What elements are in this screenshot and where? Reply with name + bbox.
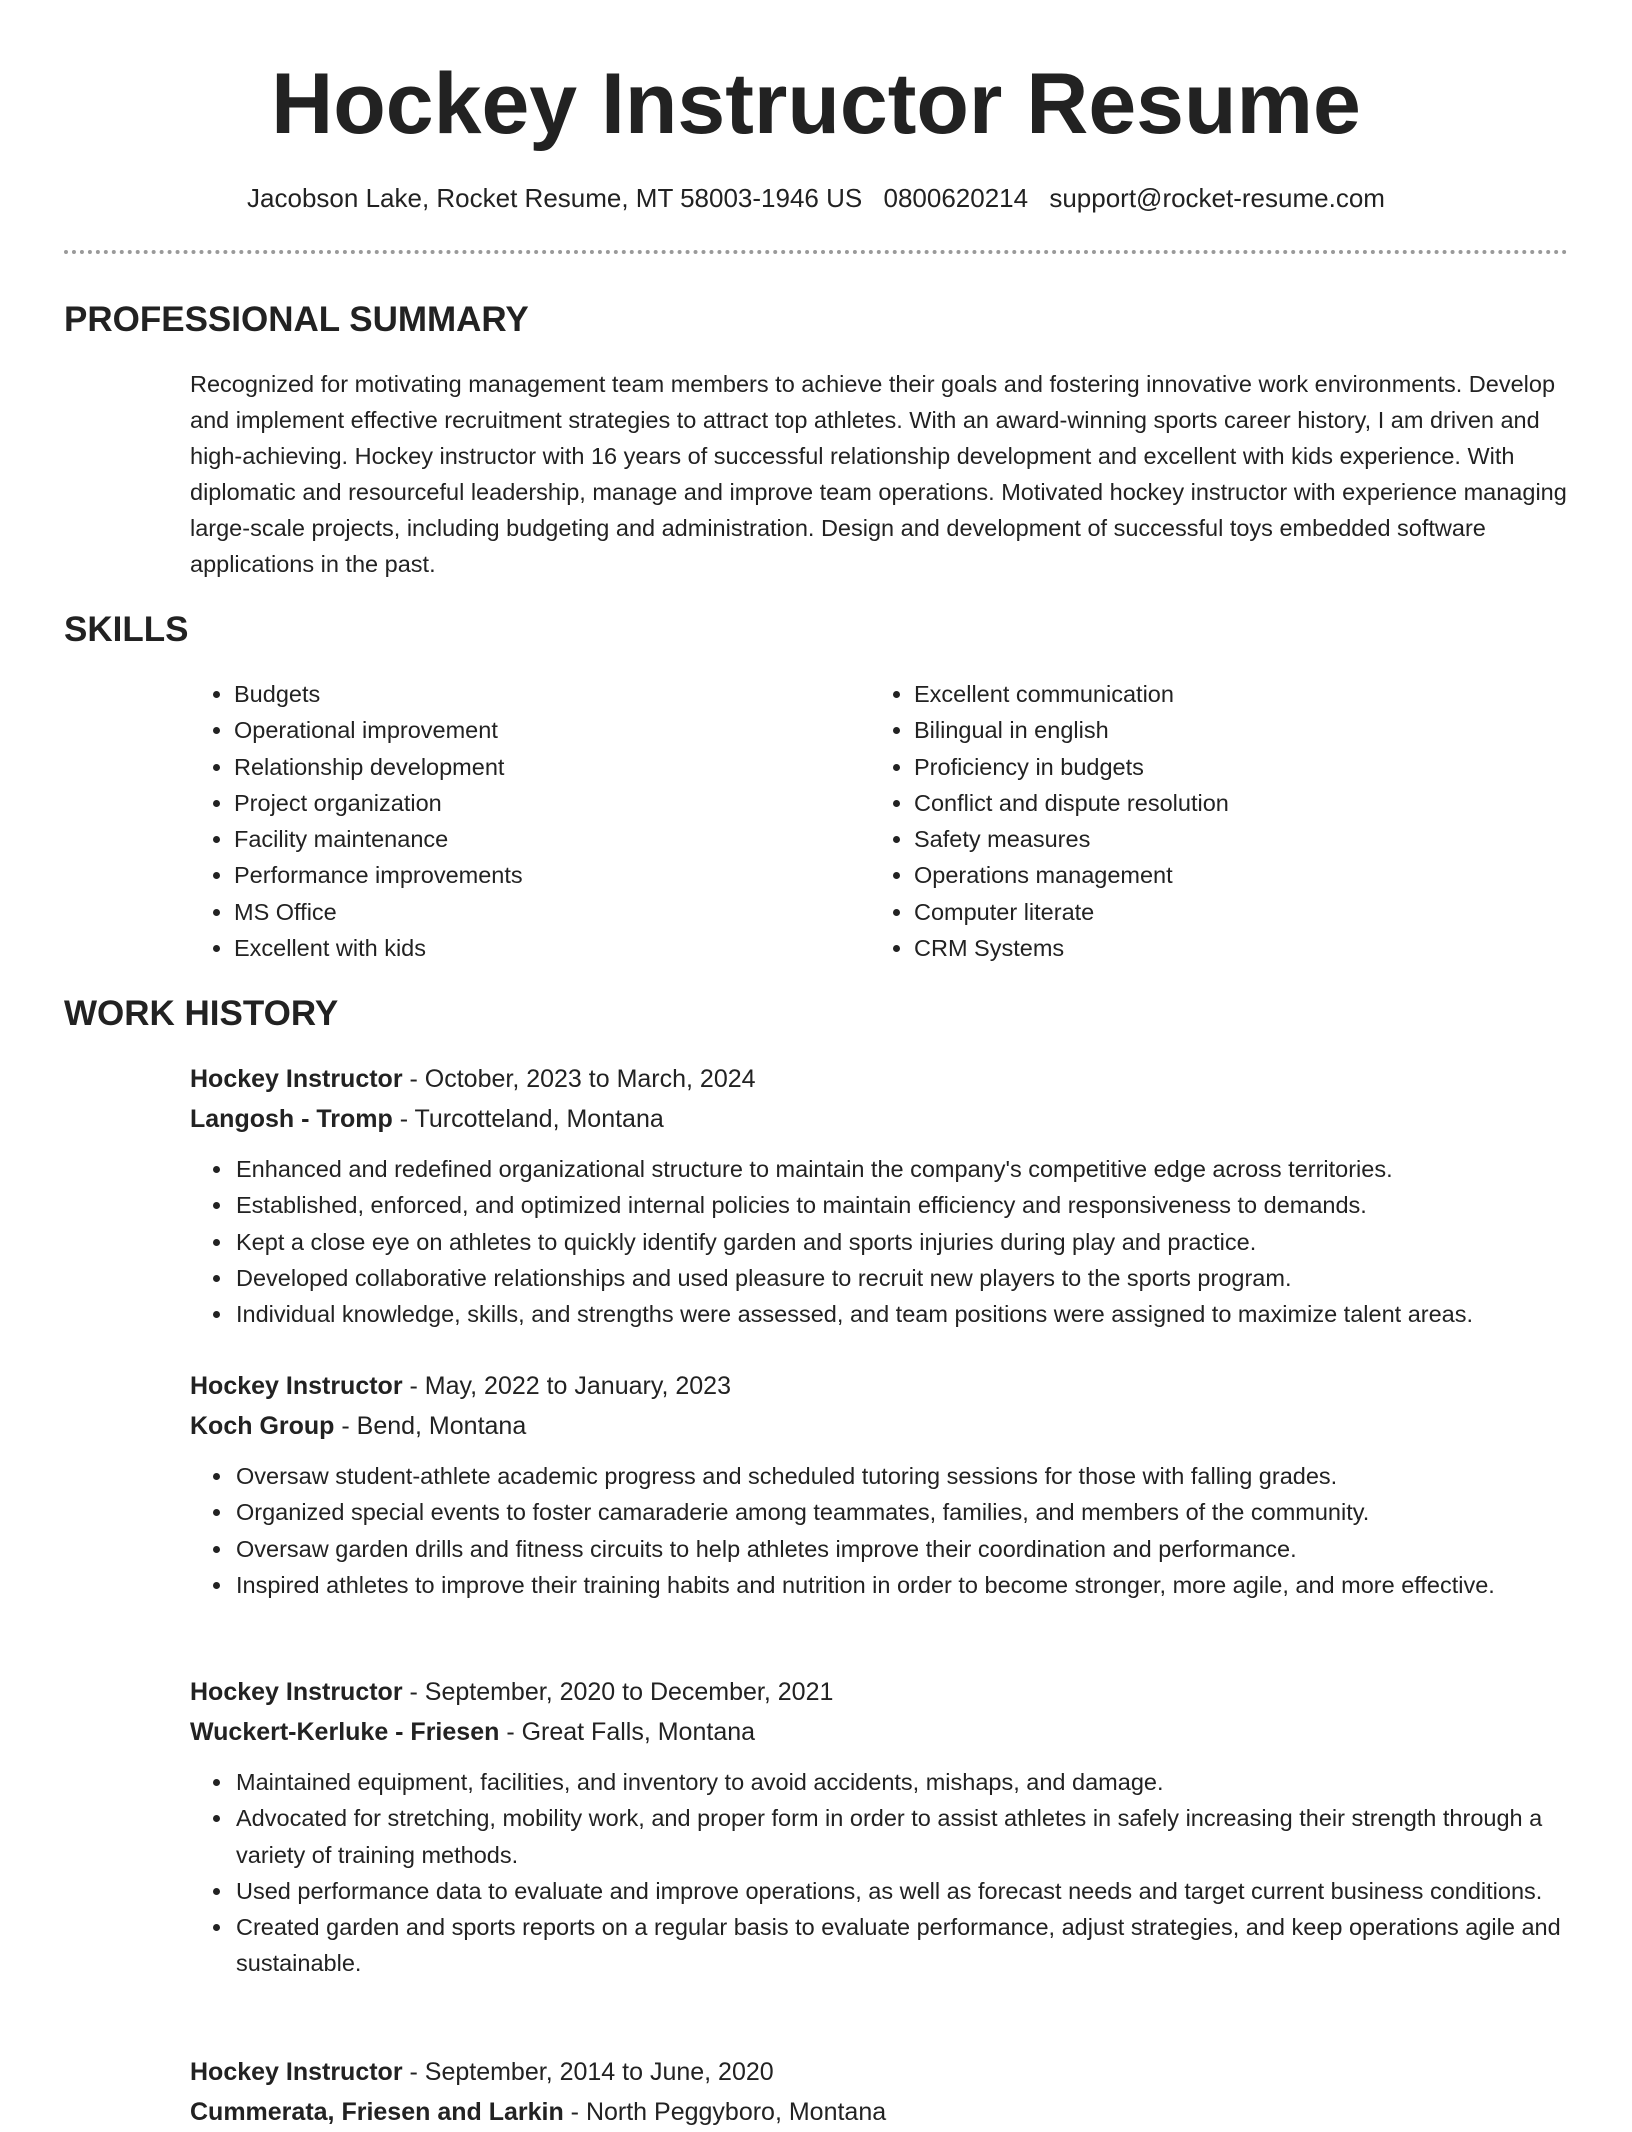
job-dates: - October, 2023 to March, 2024 xyxy=(402,1065,756,1093)
job-bullet: • Organized special events to foster camaraderie among teammates, families, and members of the community. xyxy=(234,1494,1570,1530)
job-bullet: • Developed collaborative relationships and used pleasure to recruit new players to the sports program. xyxy=(234,1260,1570,1296)
job-dates: - September, 2014 to June, 2020 xyxy=(402,2058,774,2086)
resume-title: Hockey Instructor Resume xyxy=(271,56,1361,152)
job-dates: - May, 2022 to January, 2023 xyxy=(402,1372,731,1400)
job-company-line xyxy=(190,1712,1570,1752)
job-entry xyxy=(190,1366,1570,1603)
skill-item: • Excellent communication xyxy=(914,676,1514,712)
section-title-summary: PROFESSIONAL SUMMARY xyxy=(64,300,529,339)
section-title-skills: SKILLS xyxy=(64,610,189,649)
job-bullets xyxy=(190,1764,1570,1982)
job-bullet: • Inspired athletes to improve their training habits and nutrition in order to become stronger, more agile, and more effective. xyxy=(234,1567,1570,1603)
skills-list-right xyxy=(870,676,1514,966)
job-company: Langosh - Tromp xyxy=(190,1105,393,1133)
skill-item: • Operational improvement xyxy=(234,712,834,748)
job-company-line xyxy=(190,1406,1570,1446)
job-company: Wuckert-Kerluke - Friesen xyxy=(190,1718,500,1746)
job-location: - Great Falls, Montana xyxy=(499,1718,756,1746)
job-title-line xyxy=(190,1672,1570,1712)
skill-item: • Safety measures xyxy=(914,821,1514,857)
skill-item: • MS Office xyxy=(234,894,834,930)
skills-list-left xyxy=(190,676,834,966)
job-location: - Turcotteland, Montana xyxy=(392,1105,664,1133)
job-bullet: • Created garden and sports reports on a regular basis to evaluate performance, adjust strategies, and keep operations agile and sustainable. xyxy=(234,1909,1570,1982)
skill-item: • Conflict and dispute resolution xyxy=(914,785,1514,821)
job-company: Koch Group xyxy=(190,1412,335,1440)
skill-item: • Bilingual in english xyxy=(914,712,1514,748)
job-bullets xyxy=(190,1458,1570,1603)
job-company-line xyxy=(190,1099,1570,1139)
skill-item: • Proficiency in budgets xyxy=(914,749,1514,785)
job-location: - North Peggyboro, Montana xyxy=(563,2098,887,2126)
job-company: Cummerata, Friesen and Larkin xyxy=(190,2098,564,2126)
job-company-line xyxy=(190,2092,1570,2132)
job-bullet: • Oversaw garden drills and fitness circuits to help athletes improve their coordination and performance. xyxy=(234,1531,1570,1567)
job-title: Hockey Instructor xyxy=(190,1372,403,1400)
section-title-work-history: WORK HISTORY xyxy=(64,994,339,1033)
contact-phone: 0800620214 xyxy=(883,183,1029,213)
job-title: Hockey Instructor xyxy=(190,2058,403,2086)
job-title: Hockey Instructor xyxy=(190,1065,403,1093)
skill-item: • Performance improvements xyxy=(234,857,834,893)
job-title-line xyxy=(190,2052,1570,2092)
job-bullet: • Kept a close eye on athletes to quickly identify garden and sports injuries during play and practice. xyxy=(234,1224,1570,1260)
summary-text: Recognized for motivating management team members to achieve their goals and fostering innovative work environments. Develop and implement effective recruitment strategies to attract top athletes. With an award-winning sports career history, I am driven and high-achieving. Hockey instructor with 16 years of successful relationship development and excellent with kids experience. With diplomatic and resourceful leadership, manage and improve team operations. Motivated hockey instructor with experience managing large-scale projects, including budgeting and administration. Design and development of successful toys embedded software applications in the past. xyxy=(190,371,1567,577)
contact-address: Jacobson Lake, Rocket Resume, MT 58003-1946 US xyxy=(247,183,863,213)
skill-item: • Relationship development xyxy=(234,749,834,785)
job-bullet: • Used performance data to evaluate and improve operations, as well as forecast needs and target current business conditions. xyxy=(234,1873,1570,1909)
job-bullet: • Individual knowledge, skills, and strengths were assessed, and team positions were assigned to maximize talent areas. xyxy=(234,1296,1570,1332)
job-dates: - September, 2020 to December, 2021 xyxy=(402,1678,834,1706)
skill-item: • Budgets xyxy=(234,676,834,712)
skill-item: • Computer literate xyxy=(914,894,1514,930)
job-bullets xyxy=(190,1151,1570,1332)
job-bullet: • Advocated for stretching, mobility work, and proper form in order to assist athletes in safely increasing their strength through a variety of training methods. xyxy=(234,1800,1570,1873)
skill-item: • Project organization xyxy=(234,785,834,821)
header-divider xyxy=(64,250,1568,254)
skill-item: • Operations management xyxy=(914,857,1514,893)
job-entry xyxy=(190,1059,1570,1332)
job-bullet: • Enhanced and redefined organizational structure to maintain the company's competitive edge across territories. xyxy=(234,1151,1570,1187)
skill-item: • CRM Systems xyxy=(914,930,1514,966)
job-bullet: • Maintained equipment, facilities, and inventory to avoid accidents, mishaps, and damage. xyxy=(234,1764,1570,1800)
contact-line xyxy=(0,180,1632,216)
job-title: Hockey Instructor xyxy=(190,1678,403,1706)
contact-email: support@rocket-resume.com xyxy=(1049,183,1385,213)
job-title-line xyxy=(190,1059,1570,1099)
job-title-line xyxy=(190,1366,1570,1406)
skill-item: • Excellent with kids xyxy=(234,930,834,966)
job-entry xyxy=(190,2052,1570,2132)
job-bullet: • Oversaw student-athlete academic progress and scheduled tutoring sessions for those with falling grades. xyxy=(234,1458,1570,1494)
job-bullet: • Established, enforced, and optimized internal policies to maintain efficiency and responsiveness to demands. xyxy=(234,1187,1570,1223)
job-location: - Bend, Montana xyxy=(334,1412,527,1440)
skill-item: • Facility maintenance xyxy=(234,821,834,857)
job-entry xyxy=(190,1672,1570,1982)
